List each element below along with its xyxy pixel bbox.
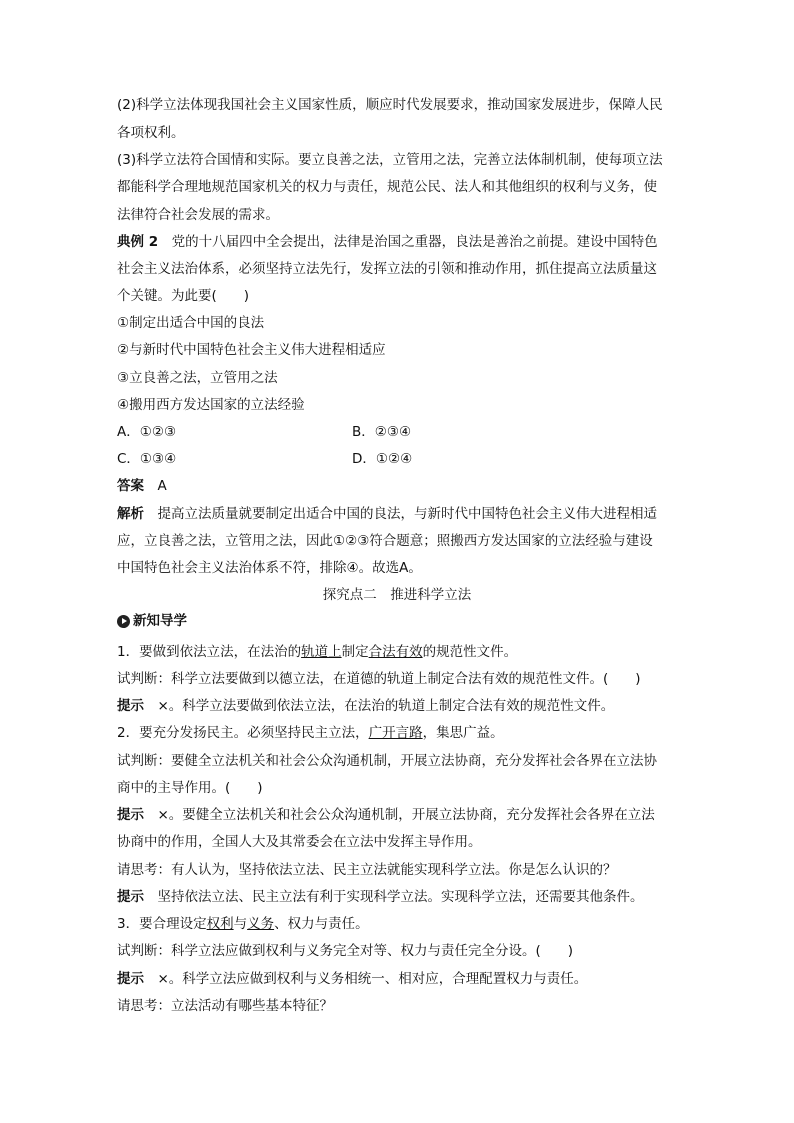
analysis-line-1 — [117, 505, 657, 523]
q2-judge-line-1: 试判断：要健全立法机关和社会公众沟通机制，开展立法协商，充分发挥社会各界在立法协 — [117, 753, 657, 769]
q2-judge-line-2: 商中的主导作用。( ) — [117, 780, 263, 796]
option-c: C．①③④ — [117, 451, 177, 467]
q2-hint-line-1: 提示 ×。要健全立法机关和社会公众沟通机制，开展立法协商，充分发挥社会各界在立法 — [117, 807, 655, 823]
analysis-text: 提高立法质量就要制定出适合中国的良法，与新时代中国特色社会主义伟大进程相适 — [157, 506, 657, 522]
guide-header — [117, 612, 187, 630]
analysis-label: 解析 — [117, 506, 144, 522]
option-b: B．②③④ — [352, 424, 412, 440]
paragraph-3-line-1: (3)科学立法符合国情和实际。要立良善之法，立管用之法，完善立法体制机制，使每项立法 — [117, 152, 663, 168]
q3-hint: 提示 ×。科学立法应做到权利与义务相统一、相对应，合理配置权力与责任。 — [117, 971, 588, 987]
option-a: A．①②③ — [117, 424, 177, 440]
hint-label: 提示 — [117, 971, 144, 987]
option-d: D．①②④ — [352, 451, 413, 467]
guide-title: 新知导学 — [133, 613, 187, 629]
q2-line: 2．要充分发扬民主。必须坚持民主立法，广开言路，集思广益。 — [117, 725, 504, 741]
example-text: 党的十八届四中全会提出，法律是治国之重器，良法是善治之前提。建设中国特色 — [171, 234, 658, 250]
q1-judge: 试判断：科学立法要做到以德立法，在道德的轨道上制定合法有效的规范性文件。( ) — [117, 671, 641, 687]
q2-hint-line-2: 协商中的作用，全国人大及其常委会在立法中发挥主导作用。 — [117, 834, 482, 850]
paragraph-3-line-3: 法律符合社会发展的需求。 — [117, 207, 279, 223]
example-item-1: ①制定出适合中国的良法 — [117, 315, 265, 331]
analysis-line-2: 应，立良善之法，立管用之法，因此①②③符合题意；照搬西方发达国家的立法经验与建设 — [117, 533, 653, 549]
analysis-line-3: 中国特色社会主义法治体系不符，排除④。故选A。 — [117, 560, 422, 576]
example-label: 典例 2 — [117, 234, 159, 250]
answer-value: A — [157, 478, 167, 494]
example-line-2: 社会主义法治体系，必须坚持立法先行，发挥立法的引领和推动作用，抓住提高立法质量这 — [117, 261, 657, 277]
section-title: 探究点二 推进科学立法 — [322, 587, 472, 603]
answer-label: 答案 — [117, 478, 144, 494]
hint-label: 提示 — [117, 807, 144, 823]
q3-judge: 试判断：科学立法应做到权利与义务完全对等、权力与责任完全分设。( ) — [117, 943, 574, 959]
example-line-3: 个关键。为此要( ) — [117, 288, 250, 304]
example-line-1 — [117, 233, 658, 251]
paragraph-2-line-1: (2)科学立法体现我国社会主义国家性质，顺应时代发展要求，推动国家发展进步，保障人民 — [117, 97, 663, 113]
answer-line — [117, 477, 167, 495]
q2-think-hint: 提示 坚持依法立法、民主立法有利于实现科学立法。实现科学立法，还需要其他条件。 — [117, 889, 644, 905]
hint-label: 提示 — [117, 698, 144, 714]
example-item-2: ②与新时代中国特色社会主义伟大进程相适应 — [117, 342, 386, 358]
q3-line: 3．要合理设定权利与义务、权力与责任。 — [117, 916, 369, 932]
example-item-4: ④搬用西方发达国家的立法经验 — [117, 397, 305, 413]
q2-think: 请思考：有人认为，坚持依法立法、民主立法就能实现科学立法。你是怎么认识的？ — [117, 862, 617, 878]
play-circle-icon — [117, 615, 130, 628]
example-item-3: ③立良善之法，立管用之法 — [117, 370, 278, 386]
q1-line: 1．要做到依法立法，在法治的轨道上制定合法有效的规范性文件。 — [117, 644, 518, 660]
paragraph-3-line-2: 都能科学合理地规范国家机关的权力与责任，规范公民、法人和其他组织的权利与义务，使 — [117, 179, 657, 195]
q3-think: 请思考：立法活动有哪些基本特征？ — [117, 998, 333, 1014]
hint-label: 提示 — [117, 889, 144, 905]
paragraph-2-line-2: 各项权利。 — [117, 125, 185, 141]
q1-hint: 提示 ×。科学立法要做到依法立法，在法治的轨道上制定合法有效的规范性文件。 — [117, 698, 615, 714]
